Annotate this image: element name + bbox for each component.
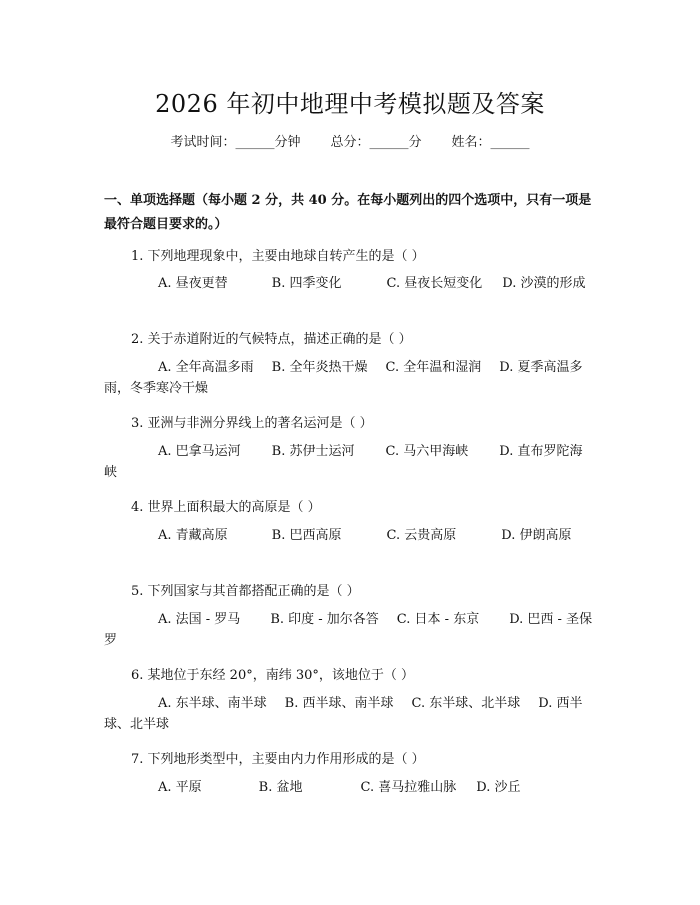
question-options [104,273,594,294]
question-stem: 2. 关于赤道附近的气候特点，描述正确的是（ ） [131,332,412,347]
question-stem: 7. 下列地形类型中，主要由内力作用形成的是（ ） [131,752,425,767]
option-b: B. 盆地 [258,780,303,795]
option-a: A. 法国 - 罗马 [158,612,241,627]
question-options [104,609,594,651]
option-a: A. 东半球、南半球 [158,696,267,711]
question-stem: 5. 下列国家与其首都搭配正确的是（ ） [131,584,360,599]
option-c: C. 日本 - 东京 [396,612,480,627]
option-a: A. 昼夜更替 [158,276,228,291]
option-b: B. 印度 - 加尔各答 [270,612,379,627]
option-a: A. 平原 [158,780,202,795]
option-d: D. 沙丘 [476,780,521,795]
question-options [104,441,594,483]
question-options [104,525,594,546]
student-name: 姓名：______ [451,135,530,150]
option-b: B. 全年炎热干燥 [271,360,368,375]
option-c: C. 云贵高原 [386,528,457,543]
question-options [104,777,594,798]
option-d: D. 直布罗陀海峡 [104,444,583,480]
option-a: A. 全年高温多雨 [158,360,254,375]
option-d: D. 夏季高温多雨，冬季寒冷干燥 [104,360,583,396]
option-d: D. 西半球、北半球 [104,696,583,732]
page-title: 2026 年初中地理中考模拟题及答案 [155,90,545,118]
question-stem: 1. 下列地理现象中，主要由地球自转产生的是（ ） [131,249,425,264]
question-stem: 3. 亚洲与非洲分界线上的著名运河是（ ） [131,416,373,431]
option-b: B. 四季变化 [271,276,342,291]
question-stem: 6. 某地位于东经 20°，南纬 30°，该地位于（ ） [131,668,415,683]
option-d: D. 沙漠的形成 [502,276,586,291]
option-c: C. 喜马拉雅山脉 [360,780,457,795]
option-b: B. 西半球、南半球 [284,696,394,711]
option-b: B. 巴西高原 [271,528,342,543]
question-options [104,357,594,399]
option-c: C. 全年温和湿润 [385,360,482,375]
exam-score: 总分：______分 [330,135,422,150]
option-c: C. 昼夜长短变化 [386,276,483,291]
option-b: B. 苏伊士运河 [271,444,355,459]
option-a: A. 青藏高原 [158,528,228,543]
exam-meta [0,131,700,150]
exam-time: 考试时间：______分钟 [170,135,301,150]
option-c: C. 马六甲海峡 [385,444,469,459]
question-options [104,693,594,735]
section-heading: 一、单项选择题（每小题 2 分，共 40 分。在每小题列出的四个选项中，只有一项是最符合题目要求的。） [104,193,592,232]
question-stem: 4. 世界上面积最大的高原是（ ） [131,500,321,515]
option-d: D. 巴西 - 圣保罗 [104,612,593,648]
option-a: A. 巴拿马运河 [158,444,241,459]
option-c: C. 东半球、北半球 [411,696,521,711]
option-d: D. 伊朗高原 [501,528,572,543]
